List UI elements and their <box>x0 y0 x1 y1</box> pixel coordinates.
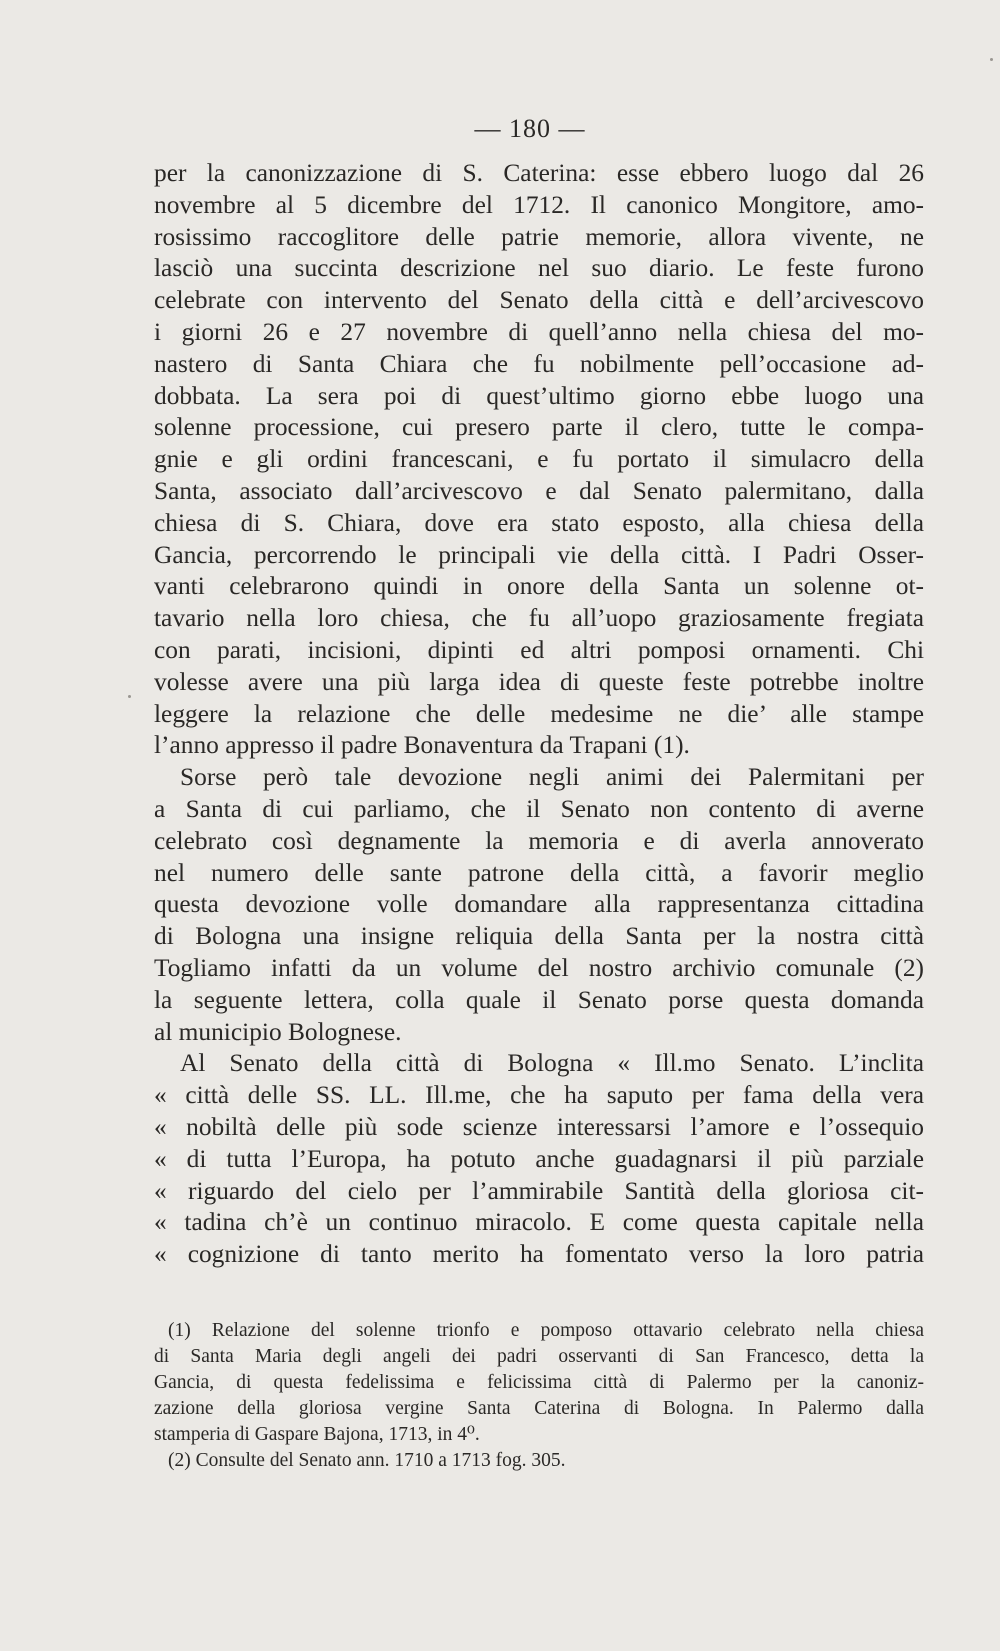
text-line: per la canonizzazione di S. Caterina: esse ebbero luogo dal 26 <box>154 159 924 187</box>
footnote-line: di Santa Maria degli angeli dei padri osservanti di San Francesco, detta la <box>154 1346 924 1367</box>
footnotes <box>154 1318 924 1474</box>
paragraph-2 <box>154 762 924 1048</box>
page-number: — 180 — <box>474 114 586 143</box>
text-line: « tadina ch’è un continuo miracolo. E come questa capitale nella <box>154 1208 924 1237</box>
text-line: i giorni 26 e 27 novembre di quell’anno nella chiesa del mo- <box>154 317 924 346</box>
text-line: celebrato così degnamente la memoria e di averla annoverato <box>154 826 924 855</box>
text-line: nel numero delle sante patrone della città, a favorir meglio <box>154 858 924 887</box>
text-line: celebrate con intervento del Senato della città e dell’arcivescovo <box>154 286 924 315</box>
body-text <box>154 158 924 1271</box>
text-line: « cognizione di tanto merito ha fomentato verso la loro patria <box>154 1240 924 1269</box>
text-line: Gancia, percorrendo le principali vie della città. I Padri Osser- <box>154 540 924 569</box>
footnote-line: stamperia di Gaspare Bajona, 1713, in 4⁰. <box>154 1424 480 1445</box>
text-line: Santa, associato dall’arcivescovo e dal Senato palermitano, dalla <box>154 476 924 505</box>
text-line: Al Senato della città di Bologna « Ill.mo Senato. L’inclita <box>180 1049 924 1078</box>
text-line: Sorse però tale devozione negli animi dei Palermitani per <box>180 763 924 792</box>
text-line: rosissimo raccoglitore delle patrie memorie, allora vivente, ne <box>154 222 924 251</box>
text-line: la seguente lettera, colla quale il Senato porse questa domanda <box>154 985 924 1014</box>
text-line: di Bologna una insigne reliquia della Santa per la nostra città <box>154 922 924 951</box>
text-line: chiesa di S. Chiara, dove era stato esposto, alla chiesa della <box>154 508 924 537</box>
text-line: con parati, incisioni, dipinti ed altri pomposi ornamenti. Chi <box>154 635 924 664</box>
text-line: l’anno appresso il padre Bonaventura da Trapani (1). <box>154 731 690 760</box>
footnote-line: Gancia, di questa fedelissima e felicissima città di Palermo per la canoniz- <box>154 1372 924 1393</box>
text-line: solenne processione, cui presero parte il clero, tutte le compa- <box>154 413 924 442</box>
text-line: lasciò una succinta descrizione nel suo diario. Le feste furono <box>154 254 924 283</box>
paper-speck <box>990 58 993 61</box>
text-line: Togliamo infatti da un volume del nostro archivio comunale (2) <box>154 953 924 982</box>
text-line: gnie e gli ordini francescani, e fu portato il simulacro della <box>154 445 924 474</box>
paragraph-1 <box>154 158 924 762</box>
text-line: questa devozione volle domandare alla rappresentanza cittadina <box>154 890 924 919</box>
text-line: leggere la relazione che delle medesime ne die’ alle stampe <box>154 699 924 728</box>
footnote-line: (2) Consulte del Senato ann. 1710 a 1713 fog. 305. <box>168 1450 566 1471</box>
footnote-2 <box>154 1448 924 1474</box>
footnote-line: (1) Relazione del solenne trionfo e pomposo ottavario celebrato nella chiesa <box>168 1320 924 1341</box>
text-line: volesse avere una più larga idea di queste feste potrebbe inoltre <box>154 667 924 696</box>
text-line: « nobiltà delle più sode scienze interessarsi l’amore e l’ossequio <box>154 1112 924 1141</box>
text-line: al municipio Bolognese. <box>154 1017 402 1046</box>
text-line: nastero di Santa Chiara che fu nobilmente pell’occasione ad- <box>154 349 924 378</box>
text-line: novembre al 5 dicembre del 1712. Il canonico Mongitore, amo- <box>154 190 924 219</box>
paper-speck <box>128 695 131 698</box>
text-line: « di tutta l’Europa, ha potuto anche guadagnarsi il più parziale <box>154 1144 924 1173</box>
text-line: tavario nella loro chiesa, che fu all’uopo graziosamente fregiata <box>154 604 924 633</box>
paragraph-3 <box>154 1048 924 1271</box>
text-line: « riguardo del cielo per l’ammirabile Santità della gloriosa cit- <box>154 1176 924 1205</box>
text-line: dobbata. La sera poi di quest’ultimo giorno ebbe luogo una <box>154 381 924 410</box>
text-line: « città delle SS. LL. Ill.me, che ha saputo per fama della vera <box>154 1081 924 1110</box>
footnote-1 <box>154 1318 924 1448</box>
text-line: vanti celebrarono quindi in onore della Santa un solenne ot- <box>154 572 924 601</box>
footnote-line: zazione della gloriosa vergine Santa Caterina di Bologna. In Palermo dalla <box>154 1398 924 1419</box>
text-line: a Santa di cui parliamo, che il Senato non contento di averne <box>154 794 924 823</box>
